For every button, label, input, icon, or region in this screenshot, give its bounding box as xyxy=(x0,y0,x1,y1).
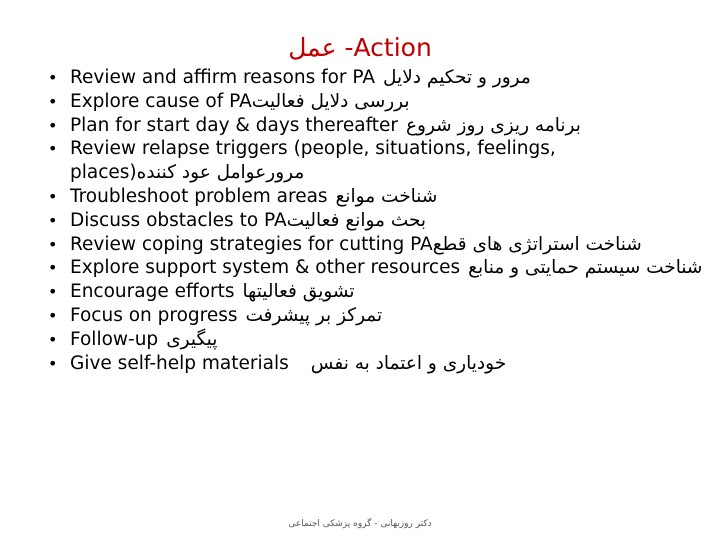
bullet-text-fa: شناخت سیستم حمایتی و منابع xyxy=(468,257,703,279)
bullet-text-fa: مرور و تحکیم دلایل xyxy=(383,67,531,88)
bullet-text-en: Plan for start day & days thereafter xyxy=(70,114,398,136)
bullet-text-en: Follow-up xyxy=(70,328,159,350)
bullet-text-en: Discuss obstacles to PA xyxy=(70,209,287,231)
bullet-item-review-reasons xyxy=(0,66,720,90)
bullet-text-fa: مرورعوامل عود کننده xyxy=(136,162,305,184)
bullet-text-en: Review relapse triggers (people, situations, feelings, places) xyxy=(70,138,556,184)
bullet-text-en: Explore cause of PA xyxy=(70,90,252,112)
bullet-item-focus-progress xyxy=(0,304,720,328)
title-english: -Action xyxy=(344,33,432,62)
bullet-item-discuss-obstacles xyxy=(0,209,720,233)
slide-title xyxy=(0,30,720,66)
bullet-text-fa: خودیاری و اعتماد به نفس xyxy=(310,352,507,374)
bullet-item-troubleshoot xyxy=(0,185,720,209)
bullet-text-fa: بحث موانع فعالیت xyxy=(286,209,427,231)
bullet-text-en: Encourage efforts xyxy=(70,281,235,303)
bullet-text-fa: بررسی دلایل فعالیت xyxy=(251,90,410,112)
bullet-item-follow-up xyxy=(0,328,720,352)
bullet-text-en: Focus on progress xyxy=(70,304,238,326)
bullet-text-fa: شناخت موانع xyxy=(335,185,438,207)
bullet-text-fa: شناخت استراتژی های قطع xyxy=(432,233,642,255)
bullet-item-self-help xyxy=(0,352,720,376)
bullet-item-encourage-efforts xyxy=(0,280,720,304)
bullet-text-fa: تشویق فعالیتها xyxy=(242,281,355,303)
bullet-text-fa: تمرکز بر پیشرفت xyxy=(245,304,383,326)
bullet-item-relapse-triggers xyxy=(0,137,720,185)
bullet-text-fa: پیگیری xyxy=(166,328,218,350)
bullet-text-en: Explore support system & other resources xyxy=(70,257,461,279)
bullet-list xyxy=(0,66,720,375)
bullet-text-en: Review and affirm reasons for PA xyxy=(70,67,376,88)
bullet-item-plan-start-day xyxy=(0,114,720,138)
bullet-text-en: Review coping strategies for cutting PA xyxy=(70,233,433,255)
bullet-text-en: Troubleshoot problem areas xyxy=(70,185,328,207)
title-persian: عمل xyxy=(288,33,337,62)
bullet-item-explore-cause xyxy=(0,90,720,114)
bullet-item-support-system xyxy=(0,256,720,280)
bullet-text-en: Give self-help materials xyxy=(70,352,289,374)
bullet-text-fa: برنامه ریزی روز شروع xyxy=(406,114,581,136)
slide-footer: دکتر روزبهانی - گروه پزشکی اجتماعی xyxy=(288,519,432,529)
bullet-item-coping-strategies xyxy=(0,233,720,257)
